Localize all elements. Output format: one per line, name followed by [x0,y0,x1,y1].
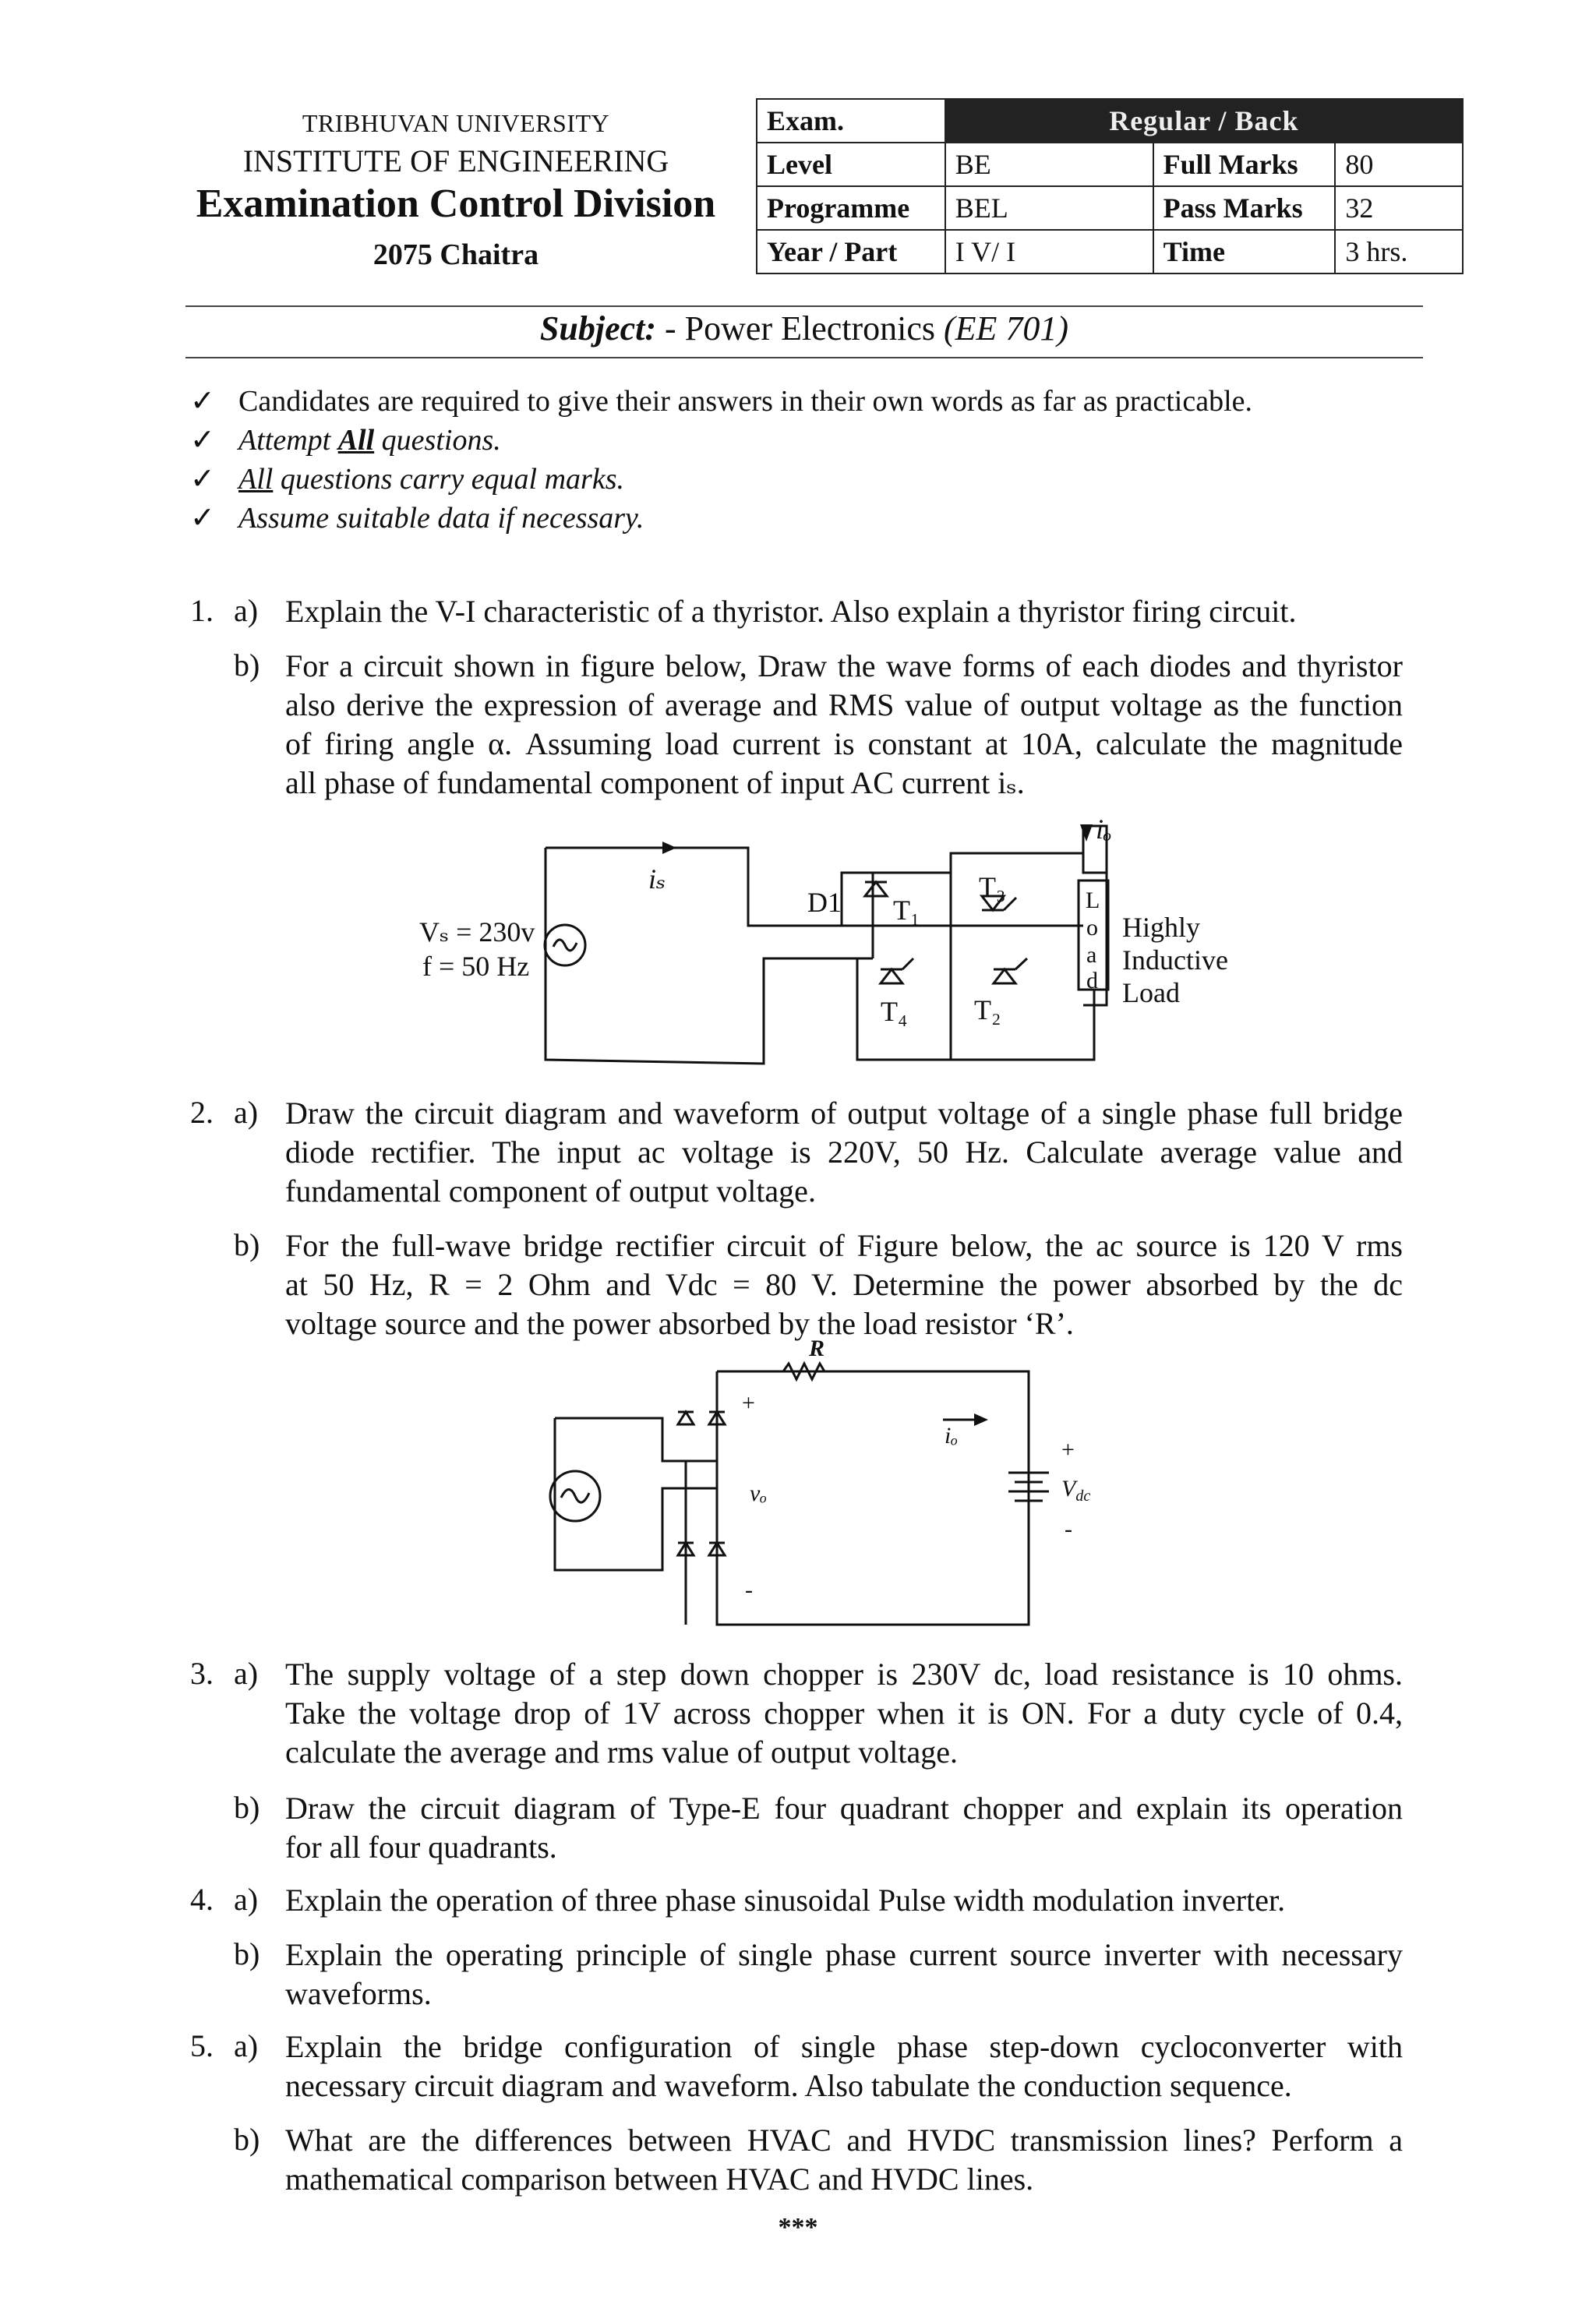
figure-1-circuit [405,810,1262,1075]
ac-sine-icon [553,940,577,951]
subject-rule-bottom [185,357,1423,358]
wire-source-top [546,848,842,926]
instruction-2: ✓ Attempt All questions. [190,424,501,457]
is-arrow-icon [662,842,676,854]
t3-label: T₃ [979,871,1006,902]
subject-dash: - [656,309,685,348]
t1-label: T₁ [893,895,920,926]
year-part-label: Year / Part [757,230,945,274]
exam-info-table [756,98,1464,274]
r-label: R [809,1336,825,1361]
t2-label: T₂ [974,994,1001,1025]
q2b-text: For the full-wave bridge rectifier circuit of Figure below, the ac source is 120 V rms at 50 Hz, R = 2 Ohm and Vdc = 80 V. Determine the power absorbed by the dc voltage source and the power absorbed by the load resistor ‘R’. [285,1228,1403,1341]
figure-2-circuit [538,1332,1099,1636]
diode-d1-symbol [865,882,887,896]
t4-label: T₄ [881,996,908,1027]
q5b-label: b) [234,2122,260,2157]
subject-rule-top [185,305,1423,307]
full-marks-label: Full Marks [1153,143,1336,186]
q4a-label: a) [234,1882,259,1917]
q4b-label: b) [234,1936,260,1971]
load-letter-a: a [1086,942,1097,968]
q1a-text: Explain the V-I characteristic of a thyristor. Also explain a thyristor firing circuit. [285,594,1297,629]
wire-bridge-left [842,873,873,958]
q3b-label: b) [234,1790,260,1825]
io-arrow-icon [974,1413,988,1426]
wire-source-bottom [546,848,873,1064]
instruction-4: ✓ Assume suitable data if necessary. [190,502,644,535]
pass-marks-value: 32 [1335,186,1463,230]
q5a-label: a) [234,2028,259,2063]
diode-1-symbol [678,1412,694,1424]
q2b-label: b) [234,1227,260,1262]
q3a-text: The supply voltage of a step down chopper is 230V dc, load resistance is 10 ohms. Take the voltage drop of 1V across chopper when it is ON. For a duty cycle of 0.4, calculate the average and rms value of output voltage. [285,1657,1403,1770]
q4a-text: Explain the operation of three phase sinusoidal Pulse width modulation inverter. [285,1883,1286,1918]
q2a-label: a) [234,1095,259,1130]
level-value: BE [945,143,1153,186]
instruction-1: ✓ Candidates are required to give their answers in their own words as far as practicable. [190,385,1253,418]
check-icon: ✓ [190,463,215,496]
vdc-label: $V_{dc}$ [1061,1476,1091,1505]
full-marks-value: 80 [1335,143,1463,186]
q1b-label: b) [234,648,260,683]
q1b-text: For a circuit shown in figure below, Draw the wave forms of each diodes and thyristor also derive the expression of average and RMS value of output voltage as the function of firing angle α. Assuming load current is constant at 10A, calculate the magnitude all phase of fundamental component of input AC current iₛ. [285,648,1403,800]
level-label: Level [757,143,945,186]
q5a-text: Explain the bridge configuration of single phase step-down cycloconverter with necessary circuit diagram and waveform. Also tabulate the conduction sequence. [285,2029,1403,2103]
time-value: 3 hrs. [1335,230,1463,274]
subject-code: (EE 701) [944,309,1069,348]
programme-label: Programme [757,186,945,230]
wire-ac-bottom [555,1418,717,1570]
q3a-label: a) [234,1656,259,1691]
institute-name: INSTITUTE OF ENGINEERING [242,143,669,178]
vo-label: vₒ [750,1480,767,1506]
ac-sine-icon [561,1489,589,1502]
load-letter-o: o [1086,915,1098,941]
vo-minus: - [745,1577,753,1603]
instruction-3: ✓ All questions carry equal marks. [190,463,625,496]
q2a-text: Draw the circuit diagram and waveform of output voltage of a single phase full bridge diode rectifier. The input ac voltage is 220V, 50 Hz. Calculate average value and fundamental component of output voltage. [285,1096,1403,1209]
vs-label: Vₛ = 230v [419,916,535,948]
vdc-plus: + [1061,1437,1075,1463]
wire-bridge-top [873,853,1107,873]
division-name: Examination Control Division [196,182,716,226]
q1a-label: a) [234,593,259,628]
end-marker: *** [778,2213,818,2242]
subject-label: Subject: [539,309,657,348]
q5b-text: What are the differences between HVAC and HVDC transmission lines? Perform a mathematical comparison between HVAC and HVDC lines. [285,2123,1403,2197]
vo-plus: + [742,1390,755,1416]
is-label: iₛ [648,863,666,895]
q3-number: 3. [190,1656,214,1691]
load-letter-d: d [1086,968,1098,993]
university-name: TRIBHUVAN UNIVERSITY [302,109,610,137]
q4-number: 4. [190,1882,214,1917]
q3b-text: Draw the circuit diagram of Type-E four quadrant chopper and explain its operation for all four quadrants. [285,1791,1403,1865]
thyristor-t4-symbol [881,958,913,983]
q2-number: 2. [190,1095,214,1130]
q5-number: 5. [190,2028,214,2063]
load-desc-2: Inductive [1122,944,1228,976]
d1-label: D1 [807,887,842,918]
load-desc-1: Highly [1122,912,1201,943]
q1-number: 1. [190,593,214,628]
subject-name: Power Electronics [684,309,936,348]
exam-value: Regular / Back [945,99,1463,143]
io-label: iₒ [945,1423,958,1449]
year-part-value: I V/ I [945,230,1153,274]
subject-line [185,309,1423,348]
programme-value: BEL [945,186,1153,230]
exam-session: 2075 Chaitra [373,238,539,271]
check-icon: ✓ [190,385,215,418]
pass-marks-label: Pass Marks [1153,186,1336,230]
f-label: f = 50 Hz [422,951,530,982]
wire-load-bottom [1083,990,1094,1060]
load-desc-3: Load [1122,977,1180,1008]
time-label: Time [1153,230,1336,274]
io-arrow-icon [1080,824,1093,842]
wire-bridge-mid [951,873,1083,1060]
check-icon: ✓ [190,502,215,535]
q4b-text: Explain the operating principle of single phase current source inverter with necessary waveforms. [285,1937,1403,2011]
vdc-minus: - [1065,1516,1072,1542]
thyristor-t2-symbol [994,958,1027,983]
check-icon: ✓ [190,424,215,457]
load-letter-l: L [1086,888,1100,913]
exam-label: Exam. [757,99,945,143]
io-label: iₒ [1096,813,1112,845]
